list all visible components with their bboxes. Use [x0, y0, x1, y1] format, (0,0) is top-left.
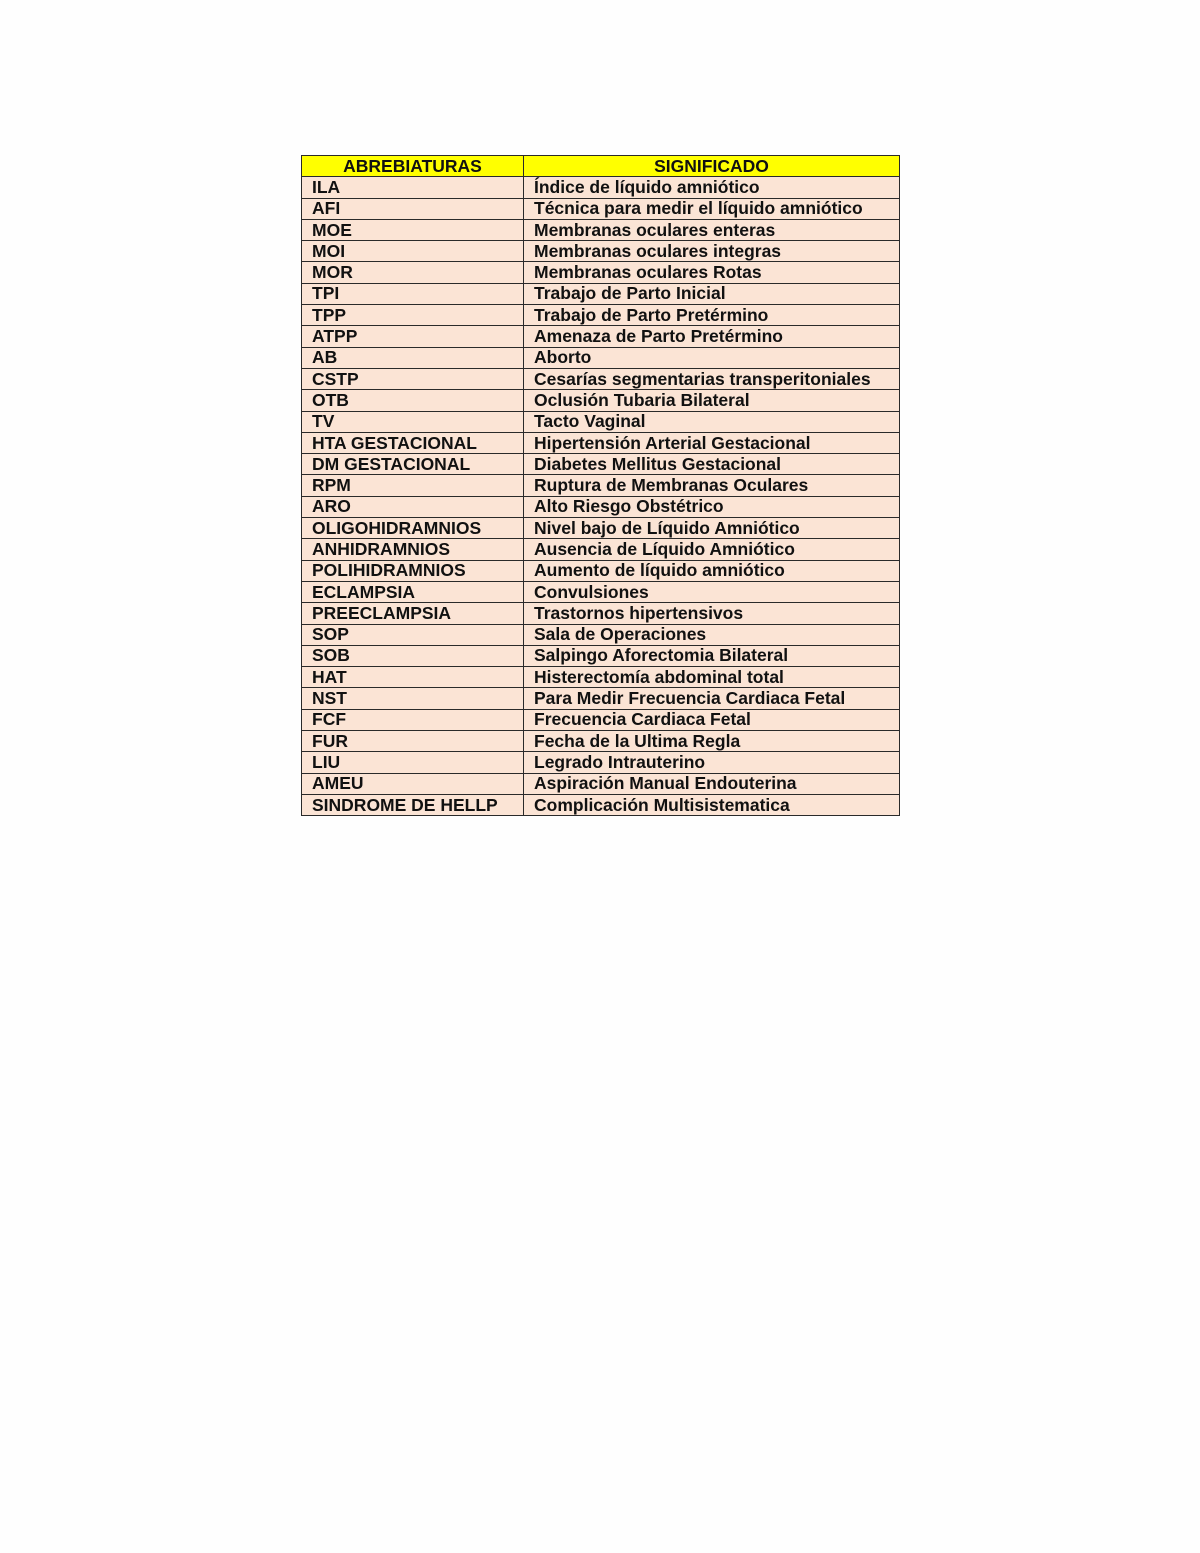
table-row [302, 560, 900, 581]
abbreviation-cell: OTB [302, 390, 524, 411]
meaning-cell: Hipertensión Arterial Gestacional [524, 432, 900, 453]
abbreviation-cell: HTA GESTACIONAL [302, 432, 524, 453]
meaning-cell: Trastornos hipertensivos [524, 603, 900, 624]
table-row [302, 773, 900, 794]
table-row [302, 432, 900, 453]
meaning-cell: Legrado Intrauterino [524, 752, 900, 773]
abbreviation-cell: RPM [302, 475, 524, 496]
table-row [302, 731, 900, 752]
abbreviation-cell: SOB [302, 645, 524, 666]
meaning-cell: Frecuencia Cardiaca Fetal [524, 709, 900, 730]
table-row [302, 475, 900, 496]
table-row [302, 198, 900, 219]
table-row [302, 539, 900, 560]
table-row [302, 305, 900, 326]
abbreviations-table [301, 155, 900, 816]
meaning-cell: Sala de Operaciones [524, 624, 900, 645]
table-row [302, 581, 900, 602]
table-row [302, 752, 900, 773]
abbreviation-cell: MOI [302, 241, 524, 262]
table-row [302, 368, 900, 389]
meaning-cell: Trabajo de Parto Pretérmino [524, 305, 900, 326]
table-row [302, 390, 900, 411]
meaning-cell: Membranas oculares enteras [524, 219, 900, 240]
header-abbreviations: ABREBIATURAS [302, 156, 524, 177]
abbreviation-cell: FUR [302, 731, 524, 752]
abbreviation-cell: TV [302, 411, 524, 432]
table-row [302, 219, 900, 240]
abbreviation-cell: SOP [302, 624, 524, 645]
meaning-cell: Técnica para medir el líquido amniótico [524, 198, 900, 219]
abbreviation-cell: AMEU [302, 773, 524, 794]
abbreviation-cell: PREECLAMPSIA [302, 603, 524, 624]
table-row [302, 411, 900, 432]
abbreviation-cell: NST [302, 688, 524, 709]
table-row [302, 454, 900, 475]
meaning-cell: Aborto [524, 347, 900, 368]
table-row [302, 283, 900, 304]
meaning-cell: Diabetes Mellitus Gestacional [524, 454, 900, 475]
meaning-cell: Salpingo Aforectomia Bilateral [524, 645, 900, 666]
abbreviation-cell: TPP [302, 305, 524, 326]
meaning-cell: Membranas oculares Rotas [524, 262, 900, 283]
abbreviation-cell: FCF [302, 709, 524, 730]
abbreviation-cell: TPI [302, 283, 524, 304]
abbreviation-cell: POLIHIDRAMNIOS [302, 560, 524, 581]
meaning-cell: Tacto Vaginal [524, 411, 900, 432]
table-row [302, 177, 900, 198]
table-row [302, 709, 900, 730]
meaning-cell: Fecha de la Ultima Regla [524, 731, 900, 752]
meaning-cell: Alto Riesgo Obstétrico [524, 496, 900, 517]
abbreviation-cell: LIU [302, 752, 524, 773]
table-row [302, 667, 900, 688]
header-meaning: SIGNIFICADO [524, 156, 900, 177]
meaning-cell: Oclusión Tubaria Bilateral [524, 390, 900, 411]
abbreviation-cell: ARO [302, 496, 524, 517]
table-row [302, 326, 900, 347]
meaning-cell: Aspiración Manual Endouterina [524, 773, 900, 794]
abbreviation-cell: ILA [302, 177, 524, 198]
meaning-cell: Histerectomía abdominal total [524, 667, 900, 688]
meaning-cell: Membranas oculares integras [524, 241, 900, 262]
table-row [302, 603, 900, 624]
abbreviation-cell: MOE [302, 219, 524, 240]
abbreviation-cell: OLIGOHIDRAMNIOS [302, 518, 524, 539]
abbreviation-cell: CSTP [302, 368, 524, 389]
meaning-cell: Amenaza de Parto Pretérmino [524, 326, 900, 347]
table-row [302, 496, 900, 517]
table-row [302, 347, 900, 368]
abbreviation-cell: AFI [302, 198, 524, 219]
meaning-cell: Cesarías segmentarias transperitoniales [524, 368, 900, 389]
table-row [302, 645, 900, 666]
table-header-row [302, 156, 900, 177]
table-row [302, 262, 900, 283]
meaning-cell: Para Medir Frecuencia Cardiaca Fetal [524, 688, 900, 709]
table-row [302, 794, 900, 815]
abbreviation-cell: ATPP [302, 326, 524, 347]
table-row [302, 518, 900, 539]
abbreviation-cell: DM GESTACIONAL [302, 454, 524, 475]
meaning-cell: Ausencia de Líquido Amniótico [524, 539, 900, 560]
meaning-cell: Nivel bajo de Líquido Amniótico [524, 518, 900, 539]
meaning-cell: Complicación Multisistematica [524, 794, 900, 815]
meaning-cell: Ruptura de Membranas Oculares [524, 475, 900, 496]
abbreviation-cell: ANHIDRAMNIOS [302, 539, 524, 560]
meaning-cell: Trabajo de Parto Inicial [524, 283, 900, 304]
table-row [302, 688, 900, 709]
table-row [302, 624, 900, 645]
abbreviation-cell: AB [302, 347, 524, 368]
abbreviation-cell: HAT [302, 667, 524, 688]
meaning-cell: Aumento de líquido amniótico [524, 560, 900, 581]
abbreviation-cell: SINDROME DE HELLP [302, 794, 524, 815]
table-row [302, 241, 900, 262]
meaning-cell: Índice de líquido amniótico [524, 177, 900, 198]
meaning-cell: Convulsiones [524, 581, 900, 602]
abbreviation-cell: MOR [302, 262, 524, 283]
abbreviation-cell: ECLAMPSIA [302, 581, 524, 602]
table-body [302, 177, 900, 816]
